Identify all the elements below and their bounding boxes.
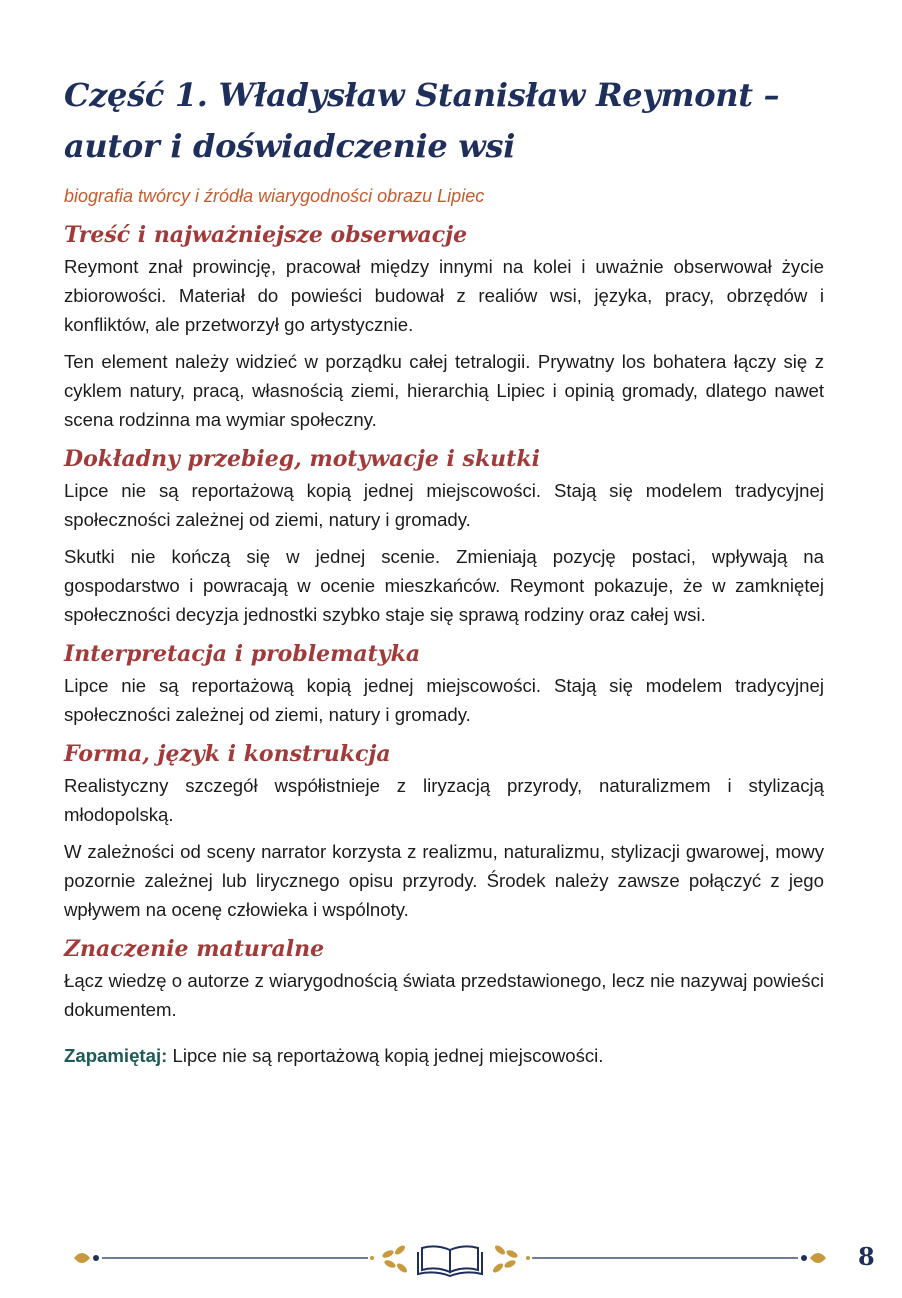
footer-ornament: [70, 1236, 830, 1280]
remember-note: [64, 1042, 824, 1070]
paragraph: Realistyczny szczegół współistnieje z liryzacją przyrody, naturalizmem i stylizacją młodopolską.: [64, 775, 824, 825]
fleuron-icon: [801, 1253, 826, 1263]
paragraph: W zależności od sceny narrator korzysta z realizmu, naturalizmu, stylizacji gwarowej, mowy pozornie zależnej lub lirycznego opisu przyrody. Środek należy zawsze połączyć z jego wpływem na ocenę człowieka i wspólnoty.: [64, 841, 824, 920]
section-3: [64, 637, 824, 729]
paragraph: Ten element należy widzieć w porządku całej tetralogii. Prywatny los bohatera łączy się z cyklem natury, pracą, własnością ziemi, hierarchią Lipiec i opinią gromady, dlatego nawet scena rodzinna ma wymiar społeczny.: [64, 351, 824, 430]
section-2: [64, 442, 824, 629]
fleuron-icon: [74, 1253, 99, 1263]
paragraph: Łącz wiedzę o autorze z wiarygodnością świata przedstawionego, lecz nie nazywaj powieści dokumentem.: [64, 970, 824, 1020]
section-5: [64, 932, 824, 1024]
page-number: 8: [858, 1242, 875, 1271]
paragraph: Lipce nie są reportażową kopią jednej miejscowości. Stają się modelem tradycyjnej społeczności zależnej od ziemi, natury i gromady.: [64, 675, 824, 725]
open-book-icon: [418, 1246, 482, 1276]
section-heading: Interpretacja i problematyka: [64, 641, 421, 667]
section-heading: Forma, język i konstrukcja: [64, 741, 391, 767]
section-4: [64, 737, 824, 924]
section-heading: Znaczenie maturalne: [64, 936, 325, 962]
page-subtitle: biografia twórcy i źródła wiarygodności obrazu Lipiec: [64, 186, 485, 206]
section-heading: Treść i najważniejsze obserwacje: [64, 222, 468, 248]
page-title: Część 1. Władysław Stanisław Reymont – autor i doświadczenie wsi: [64, 76, 780, 165]
paragraph: Skutki nie kończą się w jednej scenie. Zmieniają pozycję postaci, wpływają na gospodarstwo i powracają w ocenie mieszkańców. Reymont pokazuje, że w zamkniętej społeczności decyzja jednostki szybko staje się sprawą rodziny oraz całej wsi.: [64, 546, 824, 625]
section-1: [64, 218, 824, 434]
section-heading: Dokładny przebieg, motywacje i skutki: [64, 446, 540, 472]
page-content: [64, 70, 824, 1070]
paragraph: Reymont znał prowincję, pracował między innymi na kolei i uważnie obserwował życie zbiorowości. Materiał do powieści budował z realiów wsi, języka, pracy, obrzędów i konfliktów, ale przetworzył go artystycznie.: [64, 256, 824, 335]
note-label: Zapamiętaj:: [64, 1045, 168, 1066]
paragraph: Lipce nie są reportażową kopią jednej miejscowości. Stają się modelem tradycyjnej społeczności zależnej od ziemi, natury i gromady.: [64, 480, 824, 530]
note-text: Lipce nie są reportażową kopią jednej miejscowości.: [167, 1045, 604, 1066]
